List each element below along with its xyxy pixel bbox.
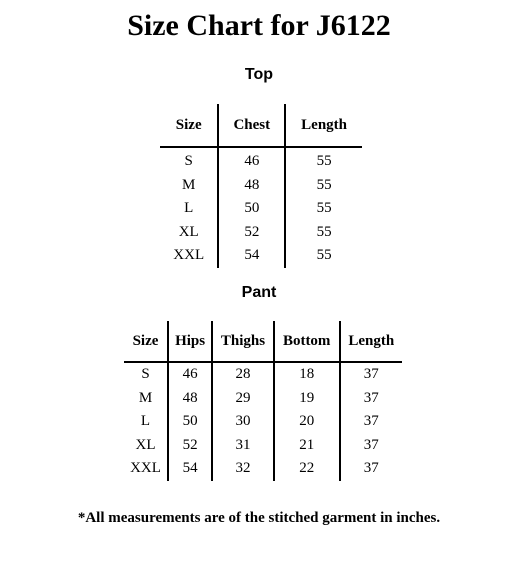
- table-row: [124, 434, 402, 458]
- table-header-row: [160, 104, 362, 147]
- cell-length: 37: [340, 434, 402, 458]
- table-row: [124, 457, 402, 481]
- cell-thighs: 32: [212, 457, 274, 481]
- cell-bottom: 20: [274, 410, 340, 434]
- pant-section-heading: Pant: [241, 284, 277, 301]
- cell-bottom: 19: [274, 387, 340, 411]
- cell-chest: 52: [218, 221, 285, 245]
- table-row: [160, 244, 362, 268]
- top-size-table: [160, 104, 362, 268]
- cell-length: 37: [340, 362, 402, 387]
- cell-length: 37: [340, 387, 402, 411]
- cell-bottom: 21: [274, 434, 340, 458]
- cell-size: XXL: [130, 460, 161, 476]
- pant-size-table: [124, 321, 402, 481]
- cell-size: M: [182, 176, 196, 193]
- cell-hips: 52: [168, 434, 212, 458]
- cell-chest: 48: [218, 174, 285, 198]
- cell-length: 37: [340, 410, 402, 434]
- column-header-length: Length: [340, 321, 402, 362]
- cell-hips: 48: [168, 387, 212, 411]
- cell-size: S: [184, 153, 193, 169]
- table-row: [124, 410, 402, 434]
- column-header-bottom: Bottom: [274, 321, 340, 362]
- cell-size: S: [141, 366, 150, 382]
- cell-length: 55: [285, 221, 362, 245]
- cell-bottom: 22: [274, 457, 340, 481]
- cell-size: M: [138, 389, 153, 406]
- column-header-hips: Hips: [168, 321, 212, 362]
- cell-size: XXL: [173, 247, 205, 263]
- cell-thighs: 29: [212, 387, 274, 411]
- cell-hips: 50: [168, 410, 212, 434]
- column-header-size: Size: [132, 332, 159, 349]
- cell-length: 55: [285, 197, 362, 221]
- cell-size: L: [184, 200, 194, 216]
- cell-length: 55: [285, 244, 362, 268]
- table-row: [124, 362, 402, 387]
- measurement-footnote: *All measurements are of the stitched garment in inches.: [77, 510, 441, 526]
- table-row: [160, 197, 362, 221]
- table-row: [124, 387, 402, 411]
- column-header-thighs: Thighs: [212, 321, 274, 362]
- cell-size: XL: [178, 223, 199, 240]
- cell-bottom: 18: [274, 362, 340, 387]
- table-row: [160, 147, 362, 174]
- column-header-length: Length: [285, 104, 362, 147]
- top-section-heading: Top: [244, 66, 274, 83]
- column-header-size: Size: [175, 116, 202, 133]
- cell-chest: 54: [218, 244, 285, 268]
- cell-thighs: 31: [212, 434, 274, 458]
- cell-length: 37: [340, 457, 402, 481]
- table-row: [160, 221, 362, 245]
- cell-hips: 46: [168, 362, 212, 387]
- cell-thighs: 28: [212, 362, 274, 387]
- cell-chest: 46: [218, 147, 285, 174]
- cell-hips: 54: [168, 457, 212, 481]
- cell-chest: 50: [218, 197, 285, 221]
- page-title: Size Chart for J6122: [127, 9, 391, 42]
- table-header-row: [124, 321, 402, 362]
- table-row: [160, 174, 362, 198]
- cell-length: 55: [285, 147, 362, 174]
- cell-size: XL: [135, 436, 156, 453]
- column-header-chest: Chest: [218, 104, 285, 147]
- cell-thighs: 30: [212, 410, 274, 434]
- cell-size: L: [140, 413, 151, 429]
- cell-length: 55: [285, 174, 362, 198]
